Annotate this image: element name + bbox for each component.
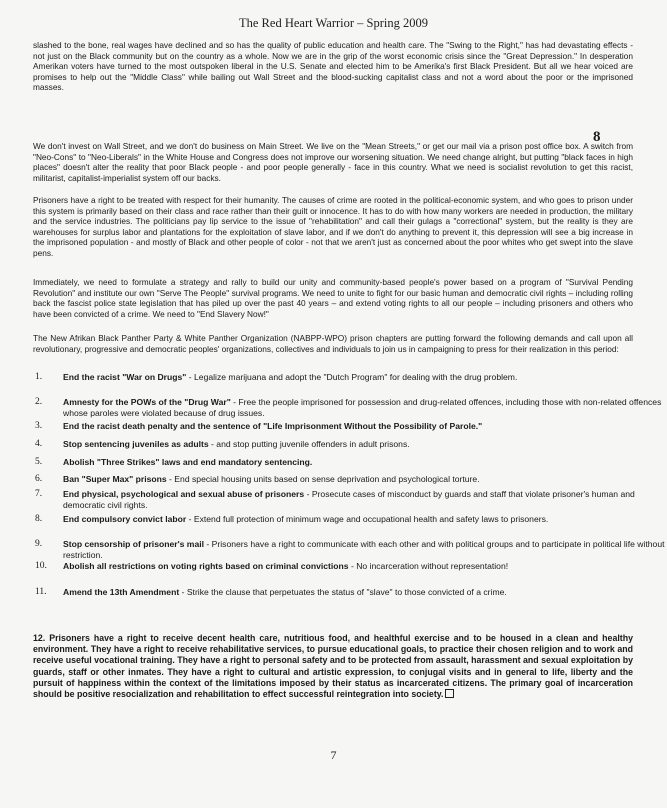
demand-number: 1. — [35, 372, 43, 382]
demand-number: 11. — [35, 587, 47, 597]
demand-title: Amend the 13th Amendment — [63, 587, 180, 597]
demand-item — [33, 421, 667, 432]
running-header: The Red Heart Warrior – Spring 2009 — [239, 16, 428, 30]
demand-number: 7. — [35, 489, 43, 499]
demand-text: - and stop putting juvenile offenders in adult prisons. — [208, 439, 410, 449]
demand-title: Abolish "Three Strikes" laws and end mandatory sentencing. — [63, 457, 313, 467]
demand-number: 4. — [35, 439, 43, 449]
demand-text: - End special housing units based on sense deprivation and psychological torture. — [166, 474, 480, 484]
demand-item — [33, 457, 667, 468]
handwritten-mark: 8 — [593, 129, 601, 145]
demand-number: 2. — [35, 397, 43, 407]
demand-title: Stop censorship of prisoner's mail — [63, 539, 205, 549]
demand-title: End physical, psychological and sexual abuse of prisoners — [63, 489, 305, 499]
demand-title: End compulsory convict labor — [63, 514, 187, 524]
demand-text: - Free the people imprisoned for possession and drug-related offences, including those with non-related offences whose paroles were violated because of drug issues. — [63, 397, 662, 418]
demand-text: - Prisoners have a right to communicate with each other and with political groups and to participate in political life without restriction. — [63, 539, 665, 560]
demand-title: End the racist "War on Drugs" — [63, 372, 187, 382]
demand-title: Ban "Super Max" prisons — [63, 474, 167, 484]
demand-title: End the racist death penalty and the sentence of "Life Imprisonment Without the Possibility of Parole." — [63, 421, 483, 431]
demand-number: 5. — [35, 457, 43, 467]
final-paragraph-text: 12. Prisoners have a right to receive decent health care, nutritious food, and healthful exercise and to be housed in a clean and healthy environment. They have a right to receive rehabilitative services, to pursue educational goals, to practice their chosen religion and to work and receive useful vocational training. They have a right to personal safety and to be protected from assault, harassment and sexual exploitation by guards, staff or other inmates. They have a right to cultural and artistic expression, to conjugal visits and in general to life, liberty and the pursuit of happiness within the context of the limitations imposed by their status as incarcerated citizens. The primary goal of incarceration should be positive resocialization and rehabilitation to effect successful reintegration into society. — [33, 633, 633, 700]
demand-item — [33, 474, 667, 485]
demand-text: - Strike the clause that perpetuates the status of "slave" to those convicted of a crime. — [179, 587, 507, 597]
demand-item — [33, 561, 667, 572]
demand-number: 3. — [35, 421, 43, 431]
paragraph-4: Immediately, we need to formulate a strategy and rally to build our unity and community-based people's power based on a program of "Survival Pending Revolution" and institute our own "Serve The People" survival programs. We need to unite to fight for our basic human and democratic civil rights – including rolling back the fascist police state legislation that has piled up over the past 40 years – and extend voting rights to all our people – including prisoners and others who have been convicted of a crime. We need to "End Slavery Now!" — [33, 277, 633, 319]
paragraph-2: We don't invest on Wall Street, and we don't do business on Main Street. We live on the "Mean Streets," or get our mail via a prison post office box. A switch from "Neo-Cons" to "Neo-Liberals" in the White House and Congress does not improve our worsening situation. We need change alright, but putting "black faces in high places" doesn't alter the reality that poor Black people - and poor people generally - face in this country. What we need is socialist revolution to get this racist, militarist, capitalist-imperialist system off our backs. — [33, 141, 633, 183]
demand-item — [33, 397, 667, 419]
demand-text: - Prosecute cases of misconduct by guards and staff that violate prisoner's human and democratic civil rights. — [63, 489, 635, 510]
demand-item — [33, 489, 667, 511]
demand-item — [33, 439, 667, 450]
paragraph-5: The New Afrikan Black Panther Party & White Panther Organization (NABPP-WPO) prison chapters are putting forward the following demands and call upon all revolutionary, progressive and democratic peoples' organizations, collectives and individuals to join us in campaigning to press for their realization in this period: — [33, 333, 633, 354]
demand-title: Amnesty for the POWs of the "Drug War" — [63, 397, 231, 407]
demand-item — [33, 539, 667, 561]
demand-number: 9. — [35, 539, 43, 549]
page-number: 7 — [330, 748, 337, 762]
final-paragraph — [33, 633, 633, 700]
paragraph-3: Prisoners have a right to be treated with respect for their humanity. The causes of crime are rooted in the political-economic system, and who goes to prison under this system is primarily based on their class and race rather than their guilt or innocence. It has to do with how many workers are needed in production, the military and the service industries. The politicians pay lip service to the issue of "rehabilitation" and call their gulags a "correctional" system, but the reality is they are warehouses for surplus labor and plantations for the exploitation of slave labor, and if we don't do anything to prevent it, this depression will see a big increase in the imprisoned population - and mostly of Black and other people of color - not that we aren't just as concerned about the poor whites who get swept into the slave pens. — [33, 195, 633, 258]
demand-number: 10. — [35, 561, 47, 571]
demand-text: - No incarceration without representation! — [348, 561, 509, 571]
demand-number: 6. — [35, 474, 43, 484]
demand-text: - Legalize marijuana and adopt the "Dutch Program" for dealing with the drug problem. — [186, 372, 518, 382]
demand-title: Stop sentencing juveniles as adults — [63, 439, 209, 449]
demand-text: - Extend full protection of minimum wage and occupational health and safety laws to prisoners. — [186, 514, 549, 524]
demand-item — [33, 587, 667, 598]
demand-title: Abolish all restrictions on voting rights based on criminal convictions — [63, 561, 349, 571]
demand-number: 8. — [35, 514, 43, 524]
end-square-icon — [445, 689, 454, 698]
demand-item — [33, 372, 667, 383]
demand-item — [33, 514, 667, 525]
paragraph-1: slashed to the bone, real wages have declined and so has the quality of public education and health care. The "Swing to the Right," has had devastating effects - not just on the Black community but on the country as a whole. Now we are in the grip of the worst economic crisis since the "Great Depression." In desperation Amerikan voters have turned to the most outspoken liberal in the U.S. Senate and elected him to be Amerika's first Black President. But all we hear voiced are promises to help out the "Middle Class" while bailing out Wall Street and the blood-sucking capitalist class and not a word about the poor or the imprisoned masses. — [33, 40, 633, 93]
